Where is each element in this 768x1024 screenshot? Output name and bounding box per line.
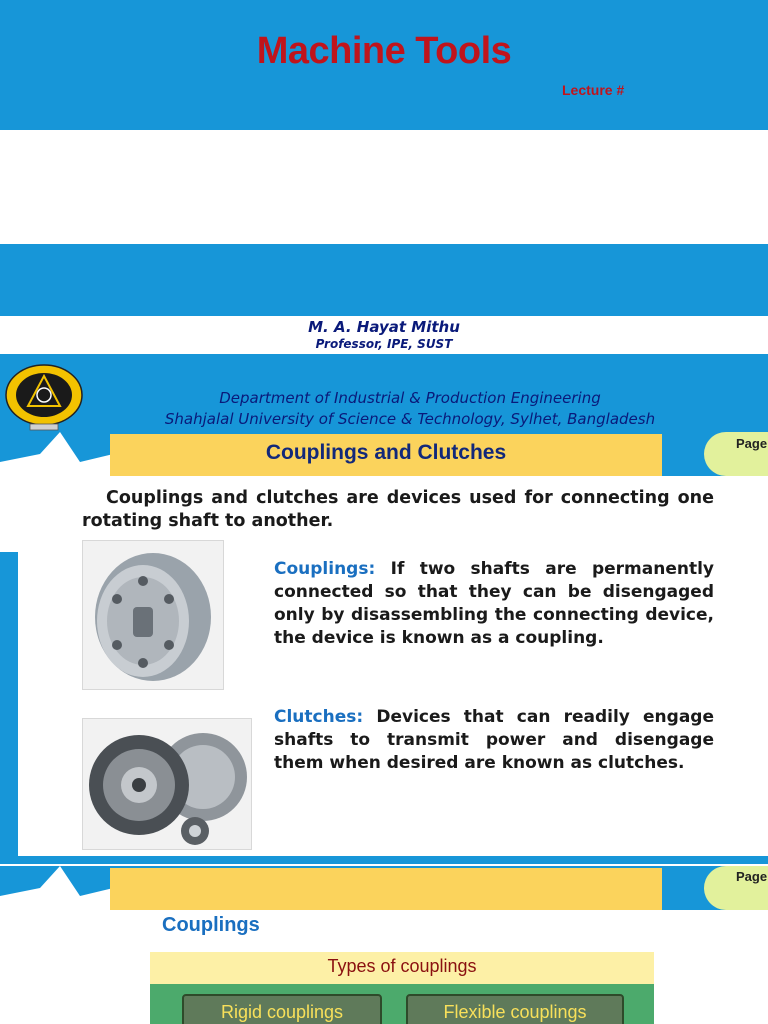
clutches-definition <box>274 706 714 775</box>
page-label: Page <box>736 436 768 451</box>
intro-paragraph <box>82 487 714 533</box>
couplings-heading: Couplings <box>162 914 260 936</box>
lecture-number: Lecture # <box>562 82 625 98</box>
department-block <box>120 388 700 430</box>
couplings-definition <box>274 558 714 650</box>
slide-couplings <box>0 866 768 1024</box>
coupling-image <box>82 540 224 690</box>
page-label-2: Page <box>736 869 768 884</box>
slide-heading: Couplings and Clutches <box>265 441 507 464</box>
title-bar-2 <box>110 868 662 910</box>
university-name: Shahjalal University of Science & Technology, Sylhet, Bangladesh <box>164 410 656 428</box>
author-role: Professor, IPE, SUST <box>315 337 453 351</box>
couplings-text: If two shafts are permanently connected so that they can be disengaged only by disassembling the connecting device, the device is known as a coupling. <box>274 559 714 648</box>
couplings-lead: Couplings: <box>274 559 376 579</box>
department-name: Department of Industrial & Production Engineering <box>219 389 601 407</box>
author-name: M. A. Hayat Mithu <box>308 318 460 336</box>
intro-text: Couplings and clutches are devices used for connecting one rotating shaft to another. <box>82 488 714 531</box>
middle-band <box>0 244 768 316</box>
flexible-couplings-box: Flexible couplings <box>406 994 624 1024</box>
clutches-text: Devices that can readily engage shafts to transmit power and disengage them when desired are known as clutches. <box>274 707 714 773</box>
clutch-illustration <box>83 719 251 849</box>
slide-couplings-and-clutches <box>0 432 768 864</box>
university-logo <box>4 362 84 432</box>
rigid-couplings-box: Rigid couplings <box>182 994 382 1024</box>
clutch-image <box>82 718 252 850</box>
clutches-lead: Clutches: <box>274 707 364 727</box>
types-label: Types of couplings <box>327 956 477 976</box>
coupling-illustration <box>83 541 223 689</box>
slide-title: Machine Tools <box>256 30 512 72</box>
